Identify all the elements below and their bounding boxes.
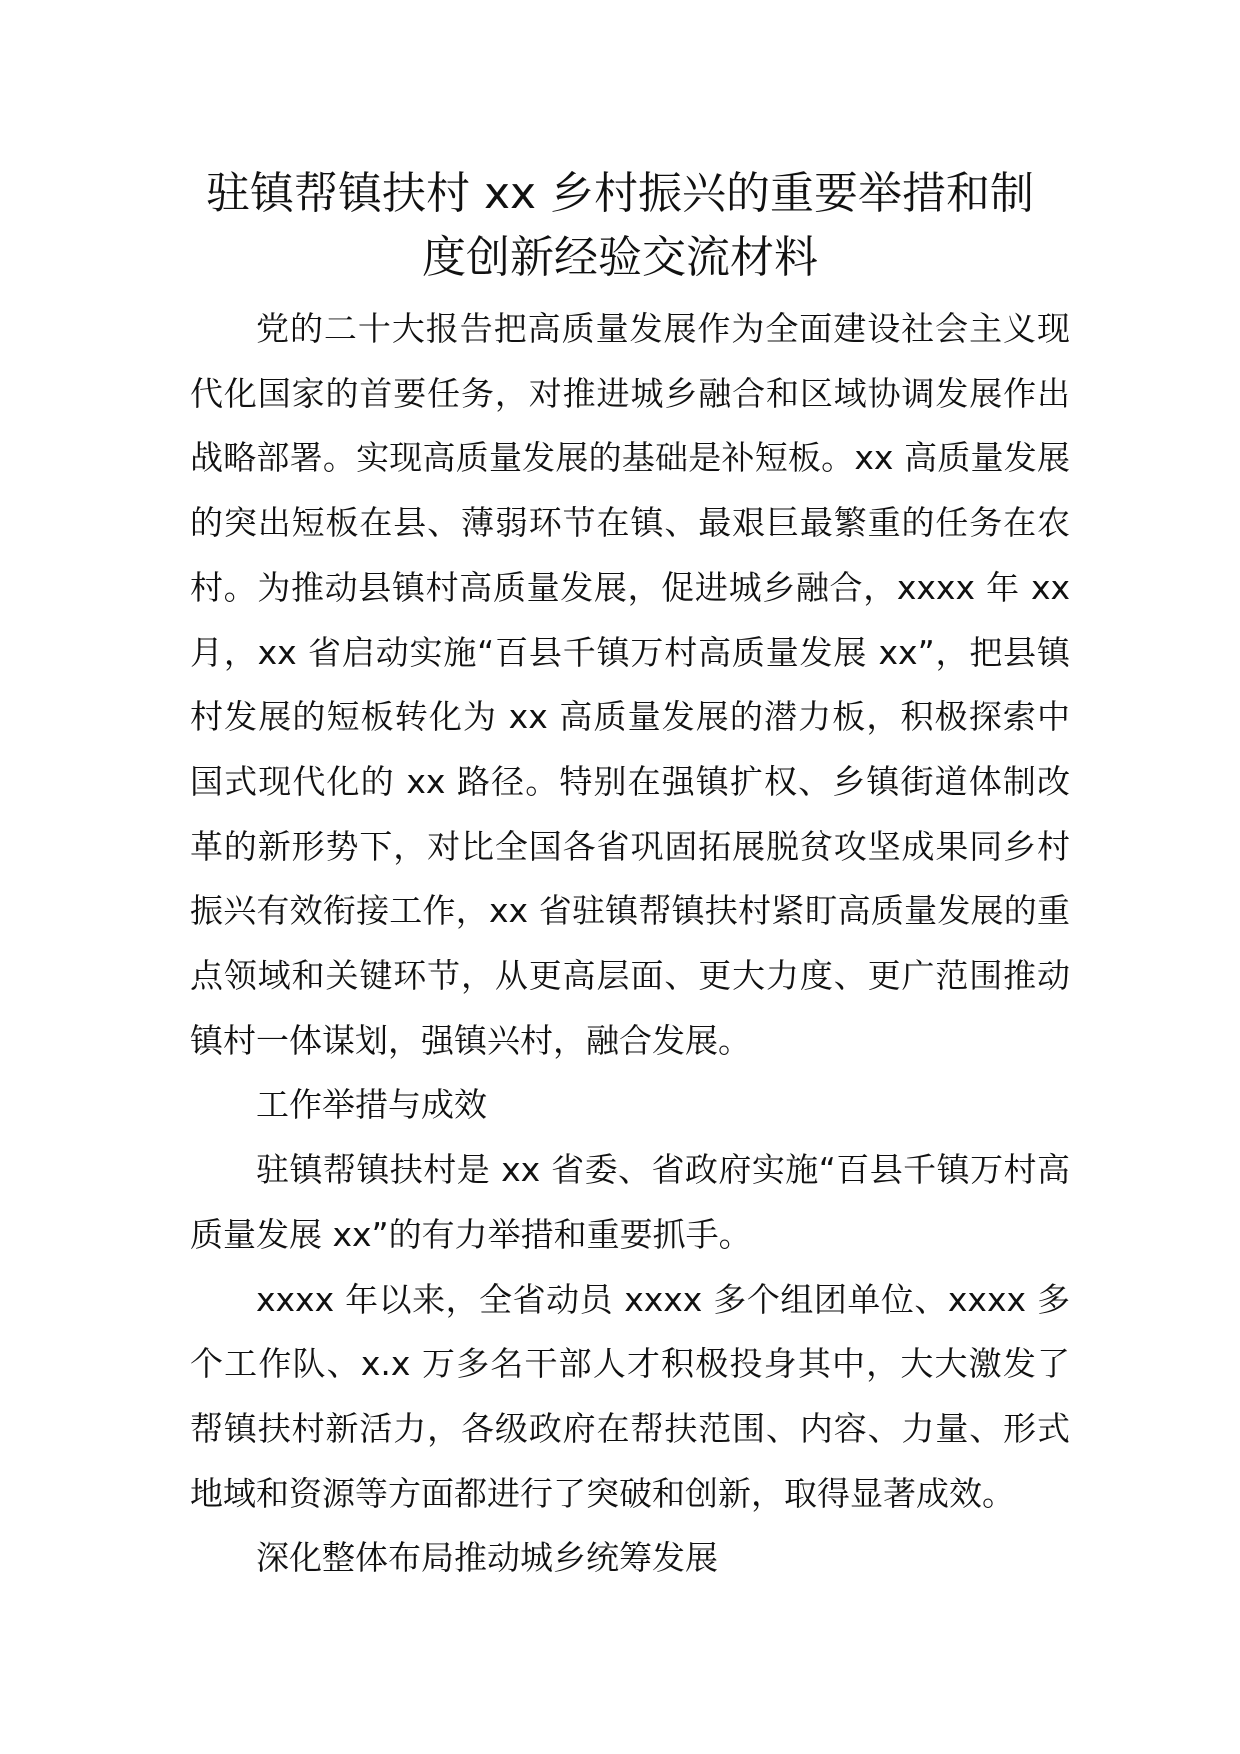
document-title <box>160 162 1080 290</box>
body-paragraph-measures: 驻镇帮镇扶村是 xx 省委、省政府实施“百县千镇万村高质量发展 xx”的有力举措和重要抓手。 <box>190 1150 1070 1254</box>
document-title-line-2: 度创新经验交流材料 <box>422 232 818 283</box>
section-heading-layout: 深化整体布局推动城乡统筹发展 <box>256 1538 718 1578</box>
document-body <box>190 297 1070 1591</box>
document-title-line-1: 驻镇帮镇扶村 xx 乡村振兴的重要举措和制 <box>205 168 1035 219</box>
section-heading-measures: 工作举措与成效 <box>256 1085 487 1125</box>
body-paragraph-results: xxxx 年以来，全省动员 xxxx 多个组团单位、xxxx 多个工作队、x.x 万多名干部人才积极投身其中，大大激发了帮镇扶村新活力，各级政府在帮扶范围、内容、力量、形式地域和资源等方面都进行了突破和创新，取得显著成效。 <box>190 1279 1070 1513</box>
body-paragraph-intro: 党的二十大报告把高质量发展作为全面建设社会主义现代化国家的首要任务，对推进城乡融合和区域协调发展作出战略部署。实现高质量发展的基础是补短板。xx 高质量发展的突出短板在县、薄弱环节在镇、最艰巨最繁重的任务在农村。为推动县镇村高质量发展，促进城乡融合，xxxx 年 xx 月，xx 省启动实施“百县千镇万村高质量发展 xx”，把县镇村发展的短板转化为 xx 高质量发展的潜力板，积极探索中国式现代化的 xx 路径。特别在强镇扩权、乡镇街道体制改革的新形势下，对比全国各省巩固拓展脱贫攻坚成果同乡村振兴有效衔接工作，xx 省驻镇帮镇扶村紧盯高质量发展的重点领域和关键环节，从更高层面、更大力度、更广范围推动镇村一体谋划，强镇兴村，融合发展。 <box>190 309 1070 1060</box>
